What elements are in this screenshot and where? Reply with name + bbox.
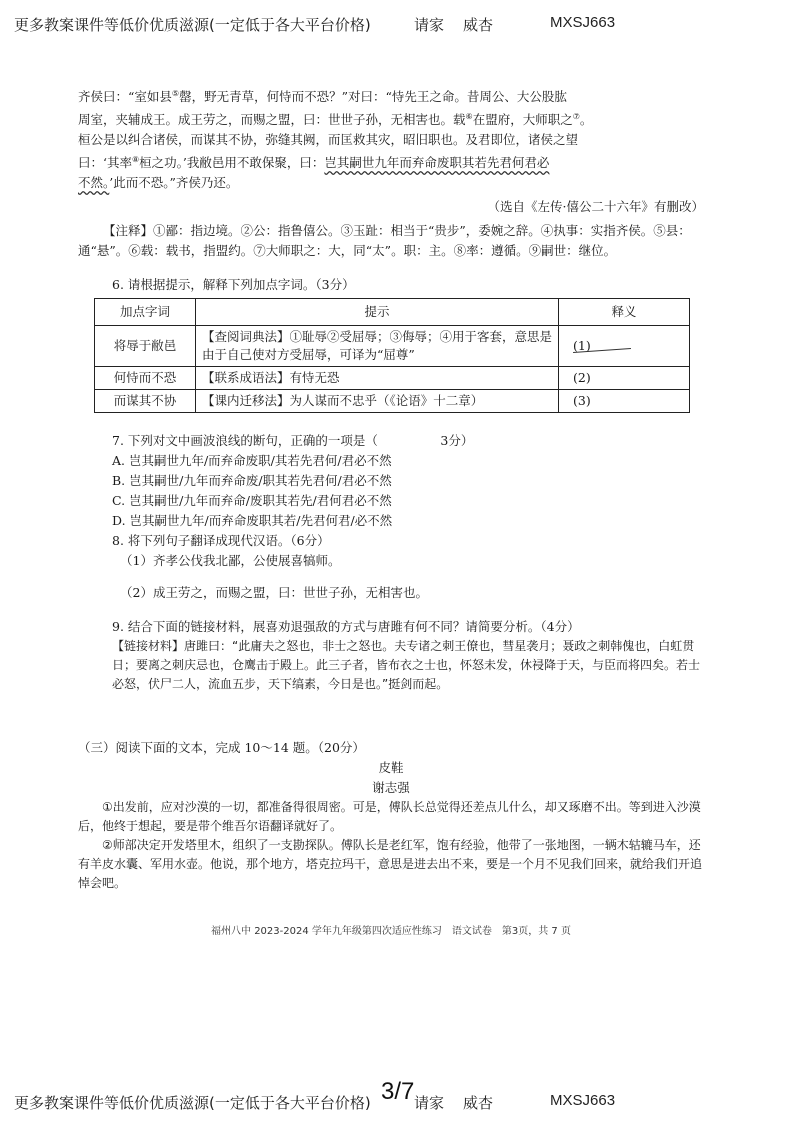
table-row: [95, 367, 690, 390]
banner-ask-text: 请家: [414, 1094, 445, 1112]
banner-code-text: MXSJ663: [550, 1092, 616, 1109]
bottom-banner: [0, 1086, 794, 1118]
q6-header-word: 加点字词: [95, 299, 196, 326]
article-title: 皮鞋: [378, 760, 404, 776]
q7-block: [78, 431, 704, 603]
table-row: [95, 390, 690, 413]
section-3: [78, 738, 704, 893]
article-paragraph-2: ②师部决定开发塔里木，组织了一支勘探队。傅队长是老红军，饱有经验，他带了一张地图，一辆木轱辘马车，还有羊皮水囊、军用水壶。他说，那个地方，塔克拉玛干，意思是进去出不来，要是一个月不见我们回来，就给我们开追悼会吧。: [78, 838, 703, 891]
q7-option-a[interactable]: A. 岂其嗣世九年/而弃命废职/其若先君何/君必不然: [112, 453, 392, 469]
wavy-sentence: 岂其嗣世九年而弃命废职其若先君何君必: [324, 155, 550, 171]
page-number: 3/7: [381, 1078, 415, 1105]
section-3-heading: （三）阅读下面的文本，完成 10～14 题。（20分）: [78, 740, 365, 756]
q7-option-b[interactable]: B. 岂其嗣世/九年而弃命废/职其若先君何/君必不然: [112, 473, 392, 489]
q6-header-answer: 释义: [559, 299, 690, 326]
banner-ad-text: 更多教案课件等低价优质滋源(一定低于各大平台价格): [14, 16, 371, 34]
article-author: 谢志强: [372, 780, 410, 796]
top-banner: [0, 8, 794, 40]
q6-word: 而谋其不协: [95, 390, 196, 413]
q7-option-c[interactable]: C. 岂其嗣世/九年而弃命/废职其若先/君何君必不然: [112, 493, 392, 509]
banner-code-text: MXSJ663: [550, 14, 616, 31]
q8-sentence-1: （1）齐孝公伐我北鄙，公使展喜犒师。: [120, 553, 341, 569]
q6-word: 将辱于敝邑: [95, 326, 196, 367]
passage-line-4: 曰：‘其率⑧桓之功。’我敝邑用不敢保聚，曰：岂其嗣世九年而弃命废职其若先君何君必: [78, 155, 550, 171]
passage-text: 罄，野无青草，何恃而不恐？”对曰：“恃先王之命。昔周公、大公股肱: [179, 89, 567, 105]
q6-word: 何恃而不恐: [95, 367, 196, 390]
q6-answer-blank[interactable]: (3): [559, 390, 690, 413]
exam-page: [78, 84, 704, 944]
passage-text: 桓之功。’我敝邑用不敢保聚，曰：: [139, 155, 325, 171]
q8-sentence-2: （2）成王劳之，而赐之盟，曰：世世子孙，无相害也。: [120, 585, 428, 601]
q6-hint: 【联系成语法】有恃无恐: [196, 367, 559, 390]
wavy-sentence-end: 不然。: [78, 175, 110, 191]
passage-notes: 【注释】①鄙：指边境。②公：指鲁僖公。③玉趾：相当于“贵步”，委婉之辞。④执事：实指齐侯。⑤县：通“悬”。⑥载：载书，指盟约。⑦大师职之：大，同“太”。职：主。⑧率：遵循。⑨嗣世：继位。: [78, 223, 691, 259]
q7-option-d[interactable]: D. 岂其嗣世九年/而弃命废职其若/先君何君/必不然: [112, 513, 393, 529]
passage-text: 曰：‘其率: [78, 155, 132, 171]
passage-text: 周室，夹辅成王。成王劳之，而赐之盟，曰：世世子孙，无相害也。载: [78, 112, 466, 128]
passage-line-2: 周室，夹辅成王。成王劳之，而赐之盟，曰：世世子孙，无相害也。载⑥在盟府，大师职之⑦。: [78, 112, 593, 128]
banner-ad-text: 更多教案课件等低价优质滋源(一定低于各大平台价格): [14, 1094, 371, 1112]
article-paragraph-1: ①出发前，应对沙漠的一切，都准备得很周密。可是，傅队长总觉得还差点儿什么，却又琢磨不出。等到进入沙漠后，他终于想起，要是带个维吾尔语翻译就好了。: [78, 800, 701, 834]
passage-text: 在盟府，大师职之: [472, 112, 573, 128]
banner-ask-text: 请家: [414, 16, 445, 34]
table-row: [95, 326, 690, 367]
q9-material: 【链接材料】唐雎曰：“此庸夫之怒也，非士之怒也。夫专诸之刺王僚也，彗星袭月；聂政之刺韩傀也，白虹贯日；要离之刺庆忌也，仓鹰击于殿上。此三子者，皆布衣之士也，怀怒未发，休祲降于天，与臣而将四矣。若士必怒，伏尸二人，流血五步，天下缟素，今日是也。”挺剑而起。: [112, 639, 701, 692]
answer-space[interactable]: [112, 571, 704, 583]
q6-answer-blank[interactable]: (1): [559, 326, 690, 367]
q6-header-row: [95, 299, 690, 326]
banner-name-text: 威杏: [463, 1094, 494, 1112]
q6-answer-blank[interactable]: (2): [559, 367, 690, 390]
page-footer: 福州八中 2023-2024 学年九年级第四次适应性练习 语文试卷 第3页，共 7 页: [211, 926, 571, 937]
passage-text: 齐侯曰：“室如县: [78, 89, 172, 105]
q8-stem: 8. 将下列句子翻译成现代汉语。（6分）: [112, 533, 330, 549]
banner-name-text: 威杏: [463, 16, 494, 34]
passage-source: （选自《左传·僖公二十六年》有删改）: [487, 199, 704, 215]
q6-header-hint: 提示: [196, 299, 559, 326]
q7-stem: 7. 下列对文中画波浪线的断句，正确的一项是（ 3分）: [112, 433, 474, 449]
passage-line-1: 齐侯曰：“室如县⑤罄，野无青草，何恃而不恐？”对曰：“恃先王之命。昔周公、大公股肱: [78, 89, 567, 105]
q6-table: [94, 298, 690, 413]
passage-text: 。: [579, 112, 593, 128]
q6-hint: 【查阅词典法】①耻辱②受屈辱；③侮辱；④用于客套，意思是由于自己使对方受屈辱，可译为“屈尊”: [196, 326, 559, 367]
passage-line-3: 桓公是以纠合诸侯，而谋其不协，弥缝其阙，而匡救其灾，昭旧职也。及君即位，诸侯之望: [78, 132, 579, 148]
q9-stem: 9. 结合下面的链接材料，展喜劝退强敌的方式与唐雎有何不同？请简要分析。（4分）: [112, 619, 580, 635]
q6-hint: 【课内迁移法】为人谋而不忠乎（《论语》十二章）: [196, 390, 559, 413]
q9-block: [78, 617, 704, 694]
q6-title: 6. 请根据提示，解释下列加点字词。（3分）: [112, 277, 355, 293]
passage-line-5: [78, 173, 704, 193]
passage-text: ’此而不恐。”齐侯乃还。: [109, 175, 239, 191]
